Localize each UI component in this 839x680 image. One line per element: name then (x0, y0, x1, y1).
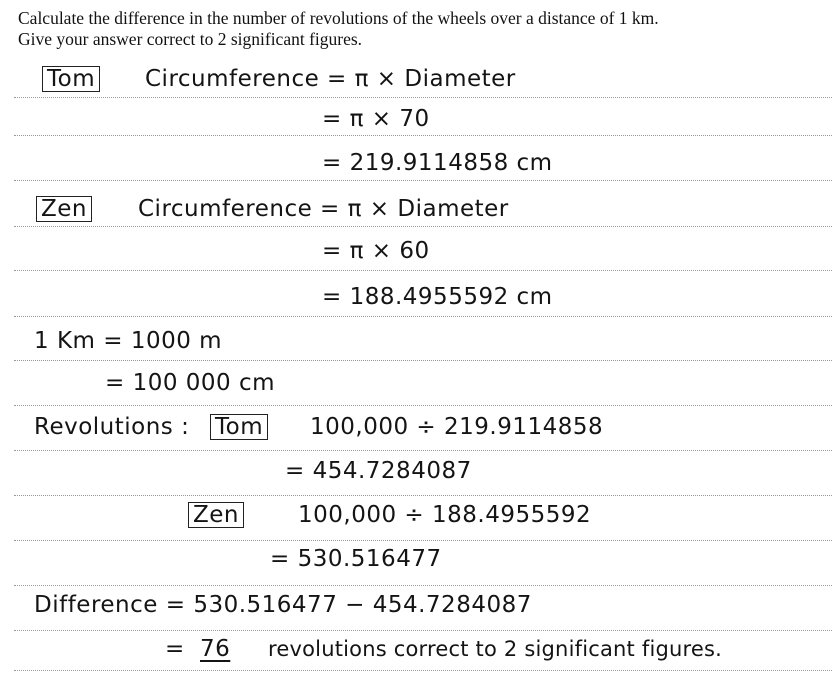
answer-line (14, 405, 832, 406)
answer-line (14, 316, 832, 317)
tom-circumference-formula: Circumference = π × Diameter (145, 66, 516, 92)
answer-line (14, 180, 832, 181)
revolutions-tom-result: = 454.7284087 (285, 458, 472, 484)
answer-line (14, 495, 832, 496)
answer-line (14, 97, 832, 98)
answer-line (14, 360, 832, 361)
zen-circumference-formula: Circumference = π × Diameter (138, 196, 509, 222)
answer-line (14, 630, 832, 631)
km-conversion-line-1: 1 Km = 1000 m (34, 328, 223, 354)
question-text (18, 8, 833, 50)
tom-label: Tom (42, 66, 100, 92)
answer-text: revolutions correct to 2 significant figures. (268, 637, 723, 661)
tom-circumference-substitution: = π × 70 (322, 106, 430, 132)
revolutions-zen-label: Zen (188, 502, 244, 528)
answer-equals-sign: = (165, 636, 185, 662)
revolutions-zen-calculation: 100,000 ÷ 188.4955592 (298, 502, 592, 528)
difference-line: Difference = 530.516477 − 454.7284087 (34, 592, 532, 618)
answer-line (14, 540, 832, 541)
revolutions-zen-result: = 530.516477 (270, 546, 442, 572)
revolutions-label: Revolutions : (34, 414, 190, 440)
answer-line (14, 270, 832, 271)
answer-line (14, 670, 832, 671)
revolutions-tom-calculation: 100,000 ÷ 219.9114858 (310, 414, 604, 440)
zen-circumference-substitution: = π × 60 (322, 238, 430, 264)
answer-line (14, 135, 832, 136)
question-line-2: Give your answer correct to 2 significant figures. (18, 29, 363, 49)
zen-label: Zen (36, 196, 92, 222)
answer-line (14, 226, 832, 227)
tom-circumference-result: = 219.9114858 cm (322, 150, 553, 176)
question-line-1: Calculate the difference in the number of revolutions of the wheels over a distance of 1 km. (18, 8, 659, 28)
answer-line (14, 585, 832, 586)
zen-circumference-result: = 188.4955592 cm (322, 284, 553, 310)
km-conversion-line-2: = 100 000 cm (105, 370, 276, 396)
answer-value: 76 (200, 636, 231, 662)
revolutions-tom-label: Tom (210, 414, 268, 440)
answer-line (14, 450, 832, 451)
